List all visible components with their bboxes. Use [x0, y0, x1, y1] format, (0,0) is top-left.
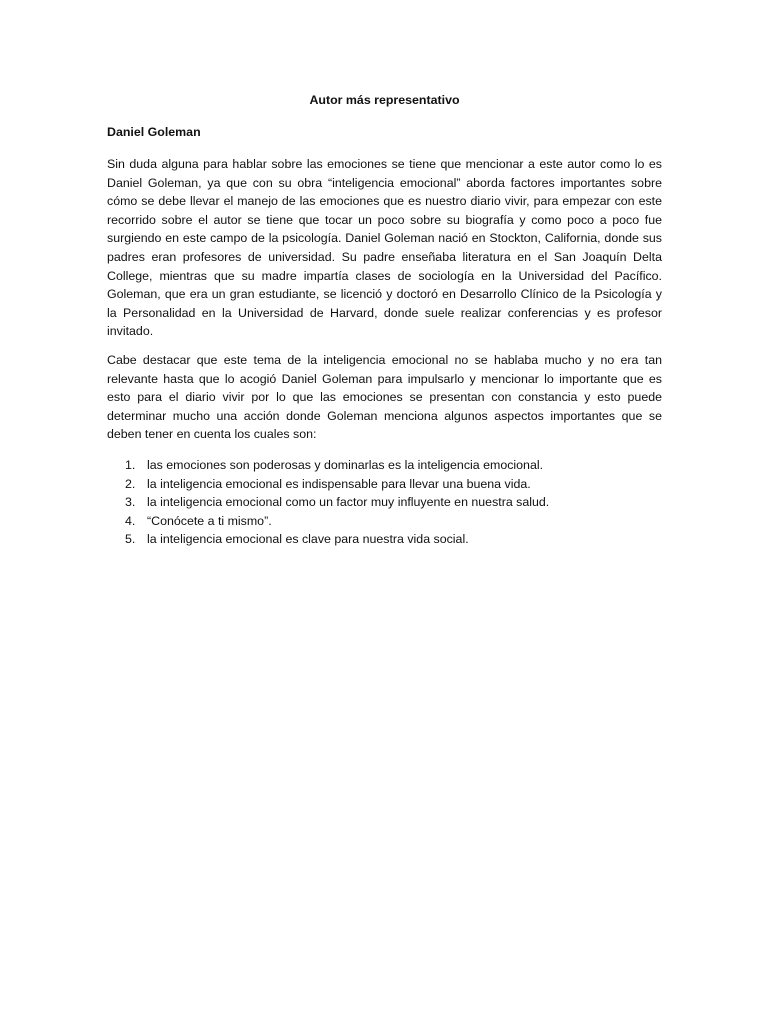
- list-item: [107, 475, 662, 494]
- document-title: Autor más representativo: [309, 93, 460, 107]
- list-number: 2.: [125, 476, 136, 491]
- list-item: [107, 456, 662, 475]
- list-text: la inteligencia emocional es indispensable para llevar una buena vida.: [147, 476, 531, 491]
- list-text: la inteligencia emocional como un factor muy influyente en nuestra salud.: [147, 495, 550, 510]
- paragraph-biography: Sin duda alguna para hablar sobre las emociones se tiene que mencionar a este autor como lo es Daniel Goleman, ya que con su obra “inteligencia emocional” aborda factores importantes sobre cómo se debe llevar el manejo de las emociones que es nuestro diario vivir, para empezar con este recorrido sobre el autor se tiene que tocar un poco sobre su biografía y como poco a poco fue surgiendo en este campo de la psicología. Daniel Goleman nació en Stockton, California, donde sus padres eran profesores de universidad. Su padre enseñaba literatura en el San Joaquín Delta College, mientras que su madre impartía clases de sociología en la Universidad del Pacífico. Goleman, que era un gran estudiante, se licenció y doctoró en Desarrollo Clínico de la Psicología y la Personalidad en la Universidad de Harvard, donde suele realizar conferencias y es profesor invitado.: [107, 157, 662, 339]
- list-text: la inteligencia emocional es clave para nuestra vida social.: [147, 532, 469, 547]
- aspects-list: [107, 456, 662, 549]
- list-item: [107, 512, 662, 531]
- list-item: [107, 530, 662, 549]
- list-number: 5.: [125, 532, 136, 547]
- list-text: “Conócete a ti mismo”.: [147, 513, 272, 528]
- author-heading: Daniel Goleman: [107, 125, 201, 139]
- list-number: 1.: [125, 457, 136, 472]
- document-content: [107, 91, 662, 549]
- list-number: 3.: [125, 495, 136, 510]
- paragraph-emotional-intelligence: Cabe destacar que este tema de la inteligencia emocional no se hablaba mucho y no era tan relevante hasta que lo acogió Daniel Goleman para impulsarlo y mencionar lo importante que es esto para el diario vivir por lo que las emociones se presentan con constancia y esto puede determinar mucho una acción donde Goleman menciona algunos aspectos importantes que se deben tener en cuenta los cuales son:: [107, 352, 662, 442]
- list-number: 4.: [125, 513, 136, 528]
- list-text: las emociones son poderosas y dominarlas es la inteligencia emocional.: [147, 457, 544, 472]
- list-item: [107, 493, 662, 512]
